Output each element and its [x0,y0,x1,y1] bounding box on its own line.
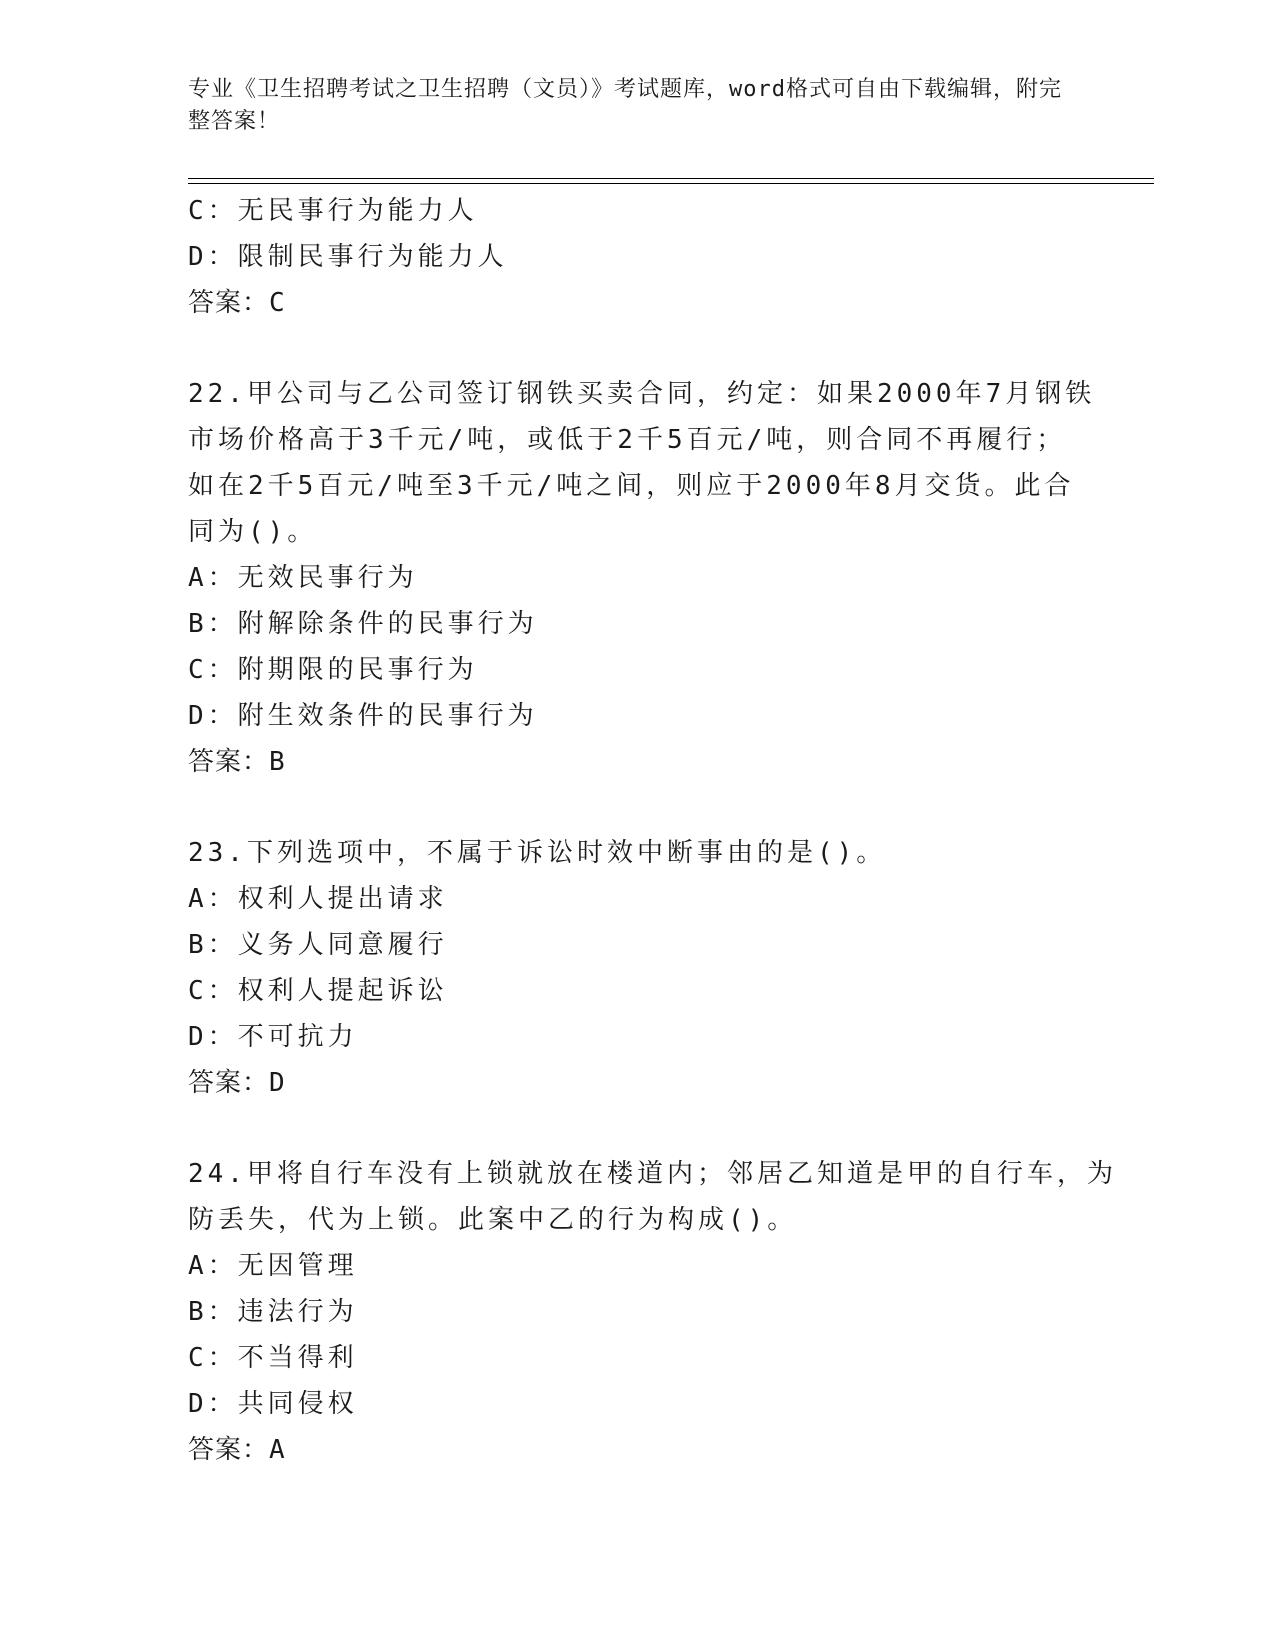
option-a: A：无因管理 [188,1251,358,1281]
question-21-continued [188,188,1088,326]
question-stem-line: 同为()。 [188,517,318,547]
option-c: C：无民事行为能力人 [188,196,478,226]
answer-value: B [269,747,286,777]
answer-line [188,1427,1088,1473]
option-d: D：不可抗力 [188,1022,358,1052]
answer-value: C [269,288,286,318]
answer-line [188,739,1088,785]
answer-line [188,1060,1088,1106]
document-header: 专业《卫生招聘考试之卫生招聘（文员）》考试题库，word格式可自由下载编辑，附完整答案！ [188,77,1062,134]
answer-label: 答案： [188,1435,270,1465]
option-a: A：无效民事行为 [188,563,418,593]
answer-value: A [269,1435,286,1465]
option-a: A：权利人提出请求 [188,884,448,914]
header-divider-bottom [188,183,1154,184]
answer-label: 答案： [188,747,270,777]
question-content [188,188,1117,1473]
question-24 [188,1151,1117,1473]
option-b: B：义务人同意履行 [188,930,448,960]
question-stem-line: 22.甲公司与乙公司签订钢铁买卖合同，约定：如果2000年7月钢铁 [188,379,1096,409]
option-c: C：附期限的民事行为 [188,655,478,685]
option-d: D：限制民事行为能力人 [188,242,508,272]
option-d: D：共同侵权 [188,1389,358,1419]
answer-label: 答案： [188,1068,270,1098]
question-stem-line: 防丢失，代为上锁。此案中乙的行为构成()。 [188,1205,798,1235]
option-b: B：附解除条件的民事行为 [188,609,538,639]
question-stem-line: 市场价格高于3千元/吨，或低于2千5百元/吨，则合同不再履行； [188,425,1067,455]
answer-line [188,280,1088,326]
question-23 [188,830,1088,1106]
question-stem-line: 23.下列选项中，不属于诉讼时效中断事由的是()。 [188,838,887,868]
header-divider-top [188,178,1154,179]
option-c: C：不当得利 [188,1343,358,1373]
option-c: C：权利人提起诉讼 [188,976,448,1006]
question-stem-line: 如在2千5百元/吨至3千元/吨之间，则应于2000年8月交货。此合 [188,471,1075,501]
option-b: B：违法行为 [188,1297,358,1327]
question-stem-line: 24.甲将自行车没有上锁就放在楼道内；邻居乙知道是甲的自行车，为 [188,1159,1117,1189]
answer-value: D [269,1068,286,1098]
option-d: D：附生效条件的民事行为 [188,701,538,731]
question-22 [188,371,1096,785]
answer-label: 答案： [188,288,270,318]
